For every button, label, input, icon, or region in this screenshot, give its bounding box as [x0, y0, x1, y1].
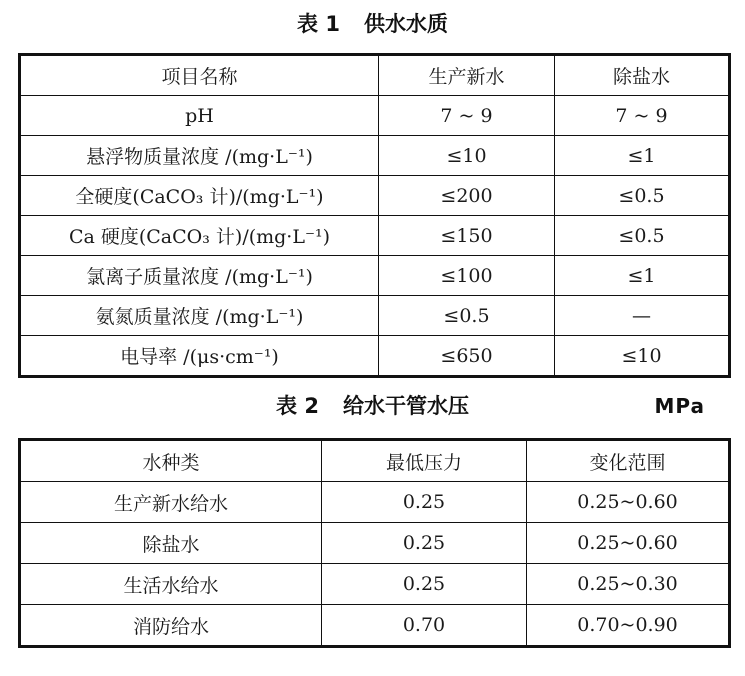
- table-cell: 除盐水: [20, 523, 322, 564]
- table2-caption: [0, 391, 745, 421]
- table-cell: ≤650: [379, 336, 555, 377]
- table-row-suspended-solids: [20, 136, 730, 176]
- table1-caption: [0, 0, 745, 39]
- table1-caption-title: 供水水质: [363, 12, 448, 36]
- table-row-domestic-water-supply: [20, 564, 730, 605]
- column-header-production-new-water: 生产新水: [379, 55, 555, 96]
- column-header-min-pressure: 最低压力: [322, 440, 527, 482]
- table-row-production-new-water-supply: [20, 482, 730, 523]
- table-cell: ≤1: [555, 256, 730, 296]
- table-cell: 消防给水: [20, 605, 322, 647]
- table-cell: ≤0.5: [555, 216, 730, 256]
- column-header-water-type: 水种类: [20, 440, 322, 482]
- table1-header-row: [20, 55, 730, 96]
- table-cell: 7 ~ 9: [555, 96, 730, 136]
- table-row-demineralized-water: [20, 523, 730, 564]
- table-row-chloride: [20, 256, 730, 296]
- table2-caption-title: 给水干管水压: [342, 394, 469, 418]
- column-header-variation-range: 变化范围: [527, 440, 730, 482]
- table-cell: —: [555, 296, 730, 336]
- table-cell: 0.25~0.30: [527, 564, 730, 605]
- table-cell: 0.25: [322, 564, 527, 605]
- table-cell: ≤10: [379, 136, 555, 176]
- table-cell: 0.70~0.90: [527, 605, 730, 647]
- table-cell: ≤0.5: [379, 296, 555, 336]
- table-row-total-hardness: [20, 176, 730, 216]
- table-cell: 0.25: [322, 523, 527, 564]
- table-row-ca-hardness: [20, 216, 730, 256]
- table-row-conductivity: [20, 336, 730, 377]
- table-cell: pH: [20, 96, 379, 136]
- table-row-ph: [20, 96, 730, 136]
- table-cell: ≤100: [379, 256, 555, 296]
- table-row-ammonia-nitrogen: [20, 296, 730, 336]
- table-cell: 7 ~ 9: [379, 96, 555, 136]
- table-cell: ≤10: [555, 336, 730, 377]
- table-cell: ≤0.5: [555, 176, 730, 216]
- table1-caption-label: 表 1: [297, 12, 340, 36]
- table2-unit-label: MPa: [654, 394, 705, 418]
- table-cell: ≤150: [379, 216, 555, 256]
- table-cell: Ca 硬度(CaCO₃ 计)/(mg·L⁻¹): [20, 216, 379, 256]
- table-cell: 氨氮质量浓度 /(mg·L⁻¹): [20, 296, 379, 336]
- table-cell: 悬浮物质量浓度 /(mg·L⁻¹): [20, 136, 379, 176]
- table-cell: 0.70: [322, 605, 527, 647]
- table-cell: 电导率 /(μs·cm⁻¹): [20, 336, 379, 377]
- table-cell: 全硬度(CaCO₃ 计)/(mg·L⁻¹): [20, 176, 379, 216]
- table2-caption-label: 表 2: [276, 394, 319, 418]
- table-cell: 0.25~0.60: [527, 482, 730, 523]
- table-cell: ≤1: [555, 136, 730, 176]
- table-cell: 氯离子质量浓度 /(mg·L⁻¹): [20, 256, 379, 296]
- table-cell: 生产新水给水: [20, 482, 322, 523]
- column-header-demineralized-water: 除盐水: [555, 55, 730, 96]
- table-cell: 0.25~0.60: [527, 523, 730, 564]
- table2-header-row: [20, 440, 730, 482]
- table-row-fire-water-supply: [20, 605, 730, 647]
- table-cell: 0.25: [322, 482, 527, 523]
- table2-water-main-pressure: [18, 438, 731, 648]
- table-cell: ≤200: [379, 176, 555, 216]
- table1-water-supply-quality: [18, 53, 731, 378]
- table-cell: 生活水给水: [20, 564, 322, 605]
- column-header-item-name: 项目名称: [20, 55, 379, 96]
